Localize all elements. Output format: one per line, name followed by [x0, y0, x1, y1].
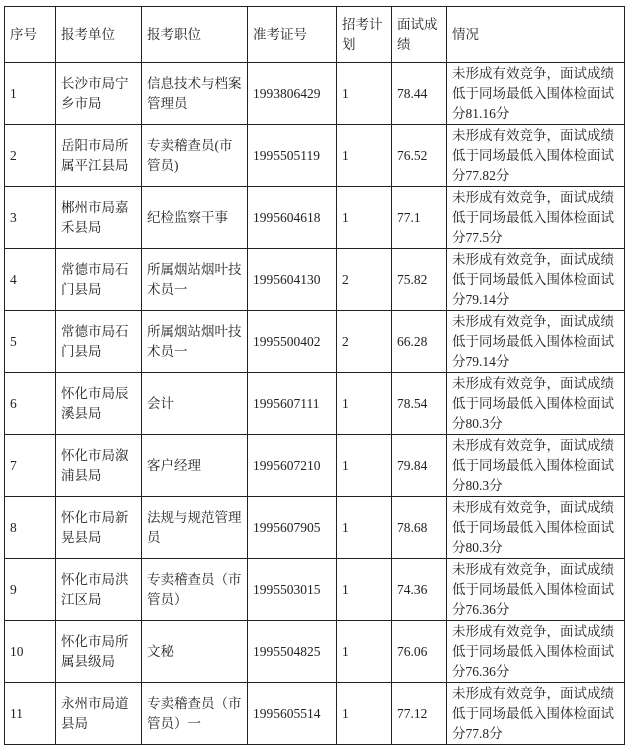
header-score: 面试成绩	[392, 7, 447, 63]
cell-unit: 怀化市局新晃县局	[56, 497, 142, 559]
table-row	[5, 311, 625, 373]
cell-unit: 怀化市局洪江区局	[56, 559, 142, 621]
cell-note: 未形成有效竞争，面试成绩低于同场最低入围体检面试分81.16分	[447, 63, 625, 125]
cell-plan: 1	[337, 621, 392, 683]
cell-position: 专卖稽查员（市管员）	[142, 559, 248, 621]
cell-unit: 怀化市局溆浦县局	[56, 435, 142, 497]
results-table	[4, 6, 625, 745]
cell-score: 74.36	[392, 559, 447, 621]
cell-note: 未形成有效竞争，面试成绩低于同场最低入围体检面试分77.8分	[447, 683, 625, 745]
cell-unit: 常德市局石门县局	[56, 311, 142, 373]
cell-ticket: 1995505119	[248, 125, 337, 187]
table-row	[5, 187, 625, 249]
cell-plan: 1	[337, 63, 392, 125]
cell-note: 未形成有效竞争，面试成绩低于同场最低入围体检面试分77.5分	[447, 187, 625, 249]
cell-position: 会计	[142, 373, 248, 435]
cell-unit: 长沙市局宁乡市局	[56, 63, 142, 125]
cell-no: 10	[5, 621, 56, 683]
cell-ticket: 1995607905	[248, 497, 337, 559]
table-row	[5, 621, 625, 683]
header-unit: 报考单位	[56, 7, 142, 63]
cell-note: 未形成有效竞争，面试成绩低于同场最低入围体检面试分76.36分	[447, 559, 625, 621]
table-row	[5, 497, 625, 559]
cell-position: 文秘	[142, 621, 248, 683]
cell-no: 3	[5, 187, 56, 249]
cell-score: 78.44	[392, 63, 447, 125]
cell-position: 所属烟站烟叶技术员一	[142, 311, 248, 373]
cell-plan: 1	[337, 125, 392, 187]
cell-ticket: 1995607111	[248, 373, 337, 435]
cell-score: 77.1	[392, 187, 447, 249]
cell-ticket: 1995604130	[248, 249, 337, 311]
table-row	[5, 559, 625, 621]
cell-note: 未形成有效竞争，面试成绩低于同场最低入围体检面试分80.3分	[447, 497, 625, 559]
cell-plan: 1	[337, 435, 392, 497]
cell-ticket: 1995500402	[248, 311, 337, 373]
cell-unit: 永州市局道县局	[56, 683, 142, 745]
cell-plan: 1	[337, 559, 392, 621]
table-row	[5, 373, 625, 435]
header-position: 报考职位	[142, 7, 248, 63]
cell-score: 76.06	[392, 621, 447, 683]
cell-no: 6	[5, 373, 56, 435]
cell-unit: 岳阳市局所属平江县局	[56, 125, 142, 187]
cell-no: 9	[5, 559, 56, 621]
cell-plan: 1	[337, 187, 392, 249]
table-row	[5, 249, 625, 311]
cell-no: 8	[5, 497, 56, 559]
cell-score: 78.68	[392, 497, 447, 559]
cell-score: 78.54	[392, 373, 447, 435]
cell-unit: 怀化市局所属县级局	[56, 621, 142, 683]
table-row	[5, 125, 625, 187]
cell-position: 信息技术与档案管理员	[142, 63, 248, 125]
cell-plan: 1	[337, 373, 392, 435]
cell-ticket: 1995607210	[248, 435, 337, 497]
header-row	[5, 7, 625, 63]
cell-unit: 郴州市局嘉禾县局	[56, 187, 142, 249]
cell-no: 1	[5, 63, 56, 125]
cell-score: 76.52	[392, 125, 447, 187]
cell-position: 法规与规范管理员	[142, 497, 248, 559]
cell-note: 未形成有效竞争，面试成绩低于同场最低入围体检面试分80.3分	[447, 435, 625, 497]
cell-position: 专卖稽查员(市管员)	[142, 125, 248, 187]
cell-ticket: 1995503015	[248, 559, 337, 621]
table-row	[5, 683, 625, 745]
cell-plan: 1	[337, 683, 392, 745]
cell-unit: 怀化市局辰溪县局	[56, 373, 142, 435]
cell-no: 5	[5, 311, 56, 373]
cell-plan: 2	[337, 311, 392, 373]
header-plan: 招考计划	[337, 7, 392, 63]
cell-ticket: 1993806429	[248, 63, 337, 125]
header-note: 情况	[447, 7, 625, 63]
cell-position: 专卖稽查员（市管员）一	[142, 683, 248, 745]
cell-position: 客户经理	[142, 435, 248, 497]
cell-no: 4	[5, 249, 56, 311]
cell-score: 75.82	[392, 249, 447, 311]
table-row	[5, 435, 625, 497]
cell-score: 66.28	[392, 311, 447, 373]
cell-ticket: 1995605514	[248, 683, 337, 745]
cell-no: 7	[5, 435, 56, 497]
cell-note: 未形成有效竞争，面试成绩低于同场最低入围体检面试分80.3分	[447, 373, 625, 435]
cell-plan: 2	[337, 249, 392, 311]
cell-score: 79.84	[392, 435, 447, 497]
cell-note: 未形成有效竞争，面试成绩低于同场最低入围体检面试分76.36分	[447, 621, 625, 683]
cell-note: 未形成有效竞争，面试成绩低于同场最低入围体检面试分79.14分	[447, 249, 625, 311]
cell-unit: 常德市局石门县局	[56, 249, 142, 311]
cell-note: 未形成有效竞争，面试成绩低于同场最低入围体检面试分79.14分	[447, 311, 625, 373]
cell-position: 纪检监察干事	[142, 187, 248, 249]
cell-no: 2	[5, 125, 56, 187]
cell-ticket: 1995504825	[248, 621, 337, 683]
header-ticket: 准考证号	[248, 7, 337, 63]
cell-no: 11	[5, 683, 56, 745]
cell-plan: 1	[337, 497, 392, 559]
cell-position: 所属烟站烟叶技术员一	[142, 249, 248, 311]
cell-note: 未形成有效竞争，面试成绩低于同场最低入围体检面试分77.82分	[447, 125, 625, 187]
cell-ticket: 1995604618	[248, 187, 337, 249]
header-no: 序号	[5, 7, 56, 63]
table-row	[5, 63, 625, 125]
cell-score: 77.12	[392, 683, 447, 745]
